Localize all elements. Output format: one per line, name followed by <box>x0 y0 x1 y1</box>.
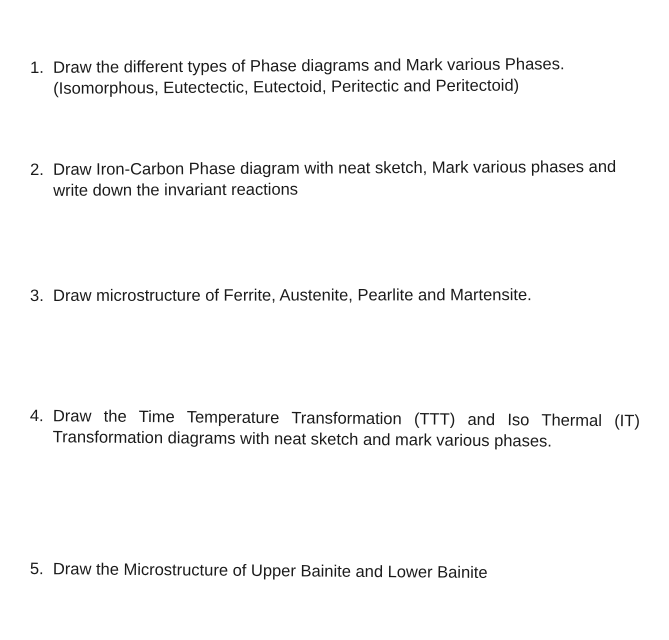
question-line: (Isomorphous, Eutectectic, Eutectoid, Peritectic and Peritectoid) <box>53 76 520 98</box>
question-text <box>53 157 640 202</box>
question-line: Draw the different types of Phase diagrams and Mark various Phases. <box>53 55 565 77</box>
question-line: Draw microstructure of Ferrite, Austenite, Pearlite and Martensite. <box>53 286 532 305</box>
question-line: Transformation diagrams with neat sketch and mark various phases. <box>52 428 552 451</box>
question-number: 2. <box>30 160 44 179</box>
question-4 <box>30 406 640 453</box>
question-text <box>53 559 640 585</box>
question-line: Draw the Time Temperature Transformation (TTT) and Iso Thermal (IT) <box>52 407 640 431</box>
question-number: 4. <box>29 406 44 426</box>
question-text <box>53 54 640 100</box>
question-number: 5. <box>29 559 44 579</box>
question-text <box>53 406 640 453</box>
question-line: write down the invariant reactions <box>53 180 299 200</box>
question-line: Draw the Microstructure of Upper Bainite and Lower Bainite <box>52 560 488 582</box>
question-3 <box>30 285 640 307</box>
question-1 <box>30 54 640 100</box>
question-5 <box>30 559 640 585</box>
question-line: Draw Iron-Carbon Phase diagram with neat sketch, Mark various phases and <box>53 157 617 179</box>
question-2 <box>30 157 640 202</box>
question-text <box>53 285 640 307</box>
question-number: 3. <box>30 286 44 305</box>
question-number: 1. <box>30 58 44 77</box>
